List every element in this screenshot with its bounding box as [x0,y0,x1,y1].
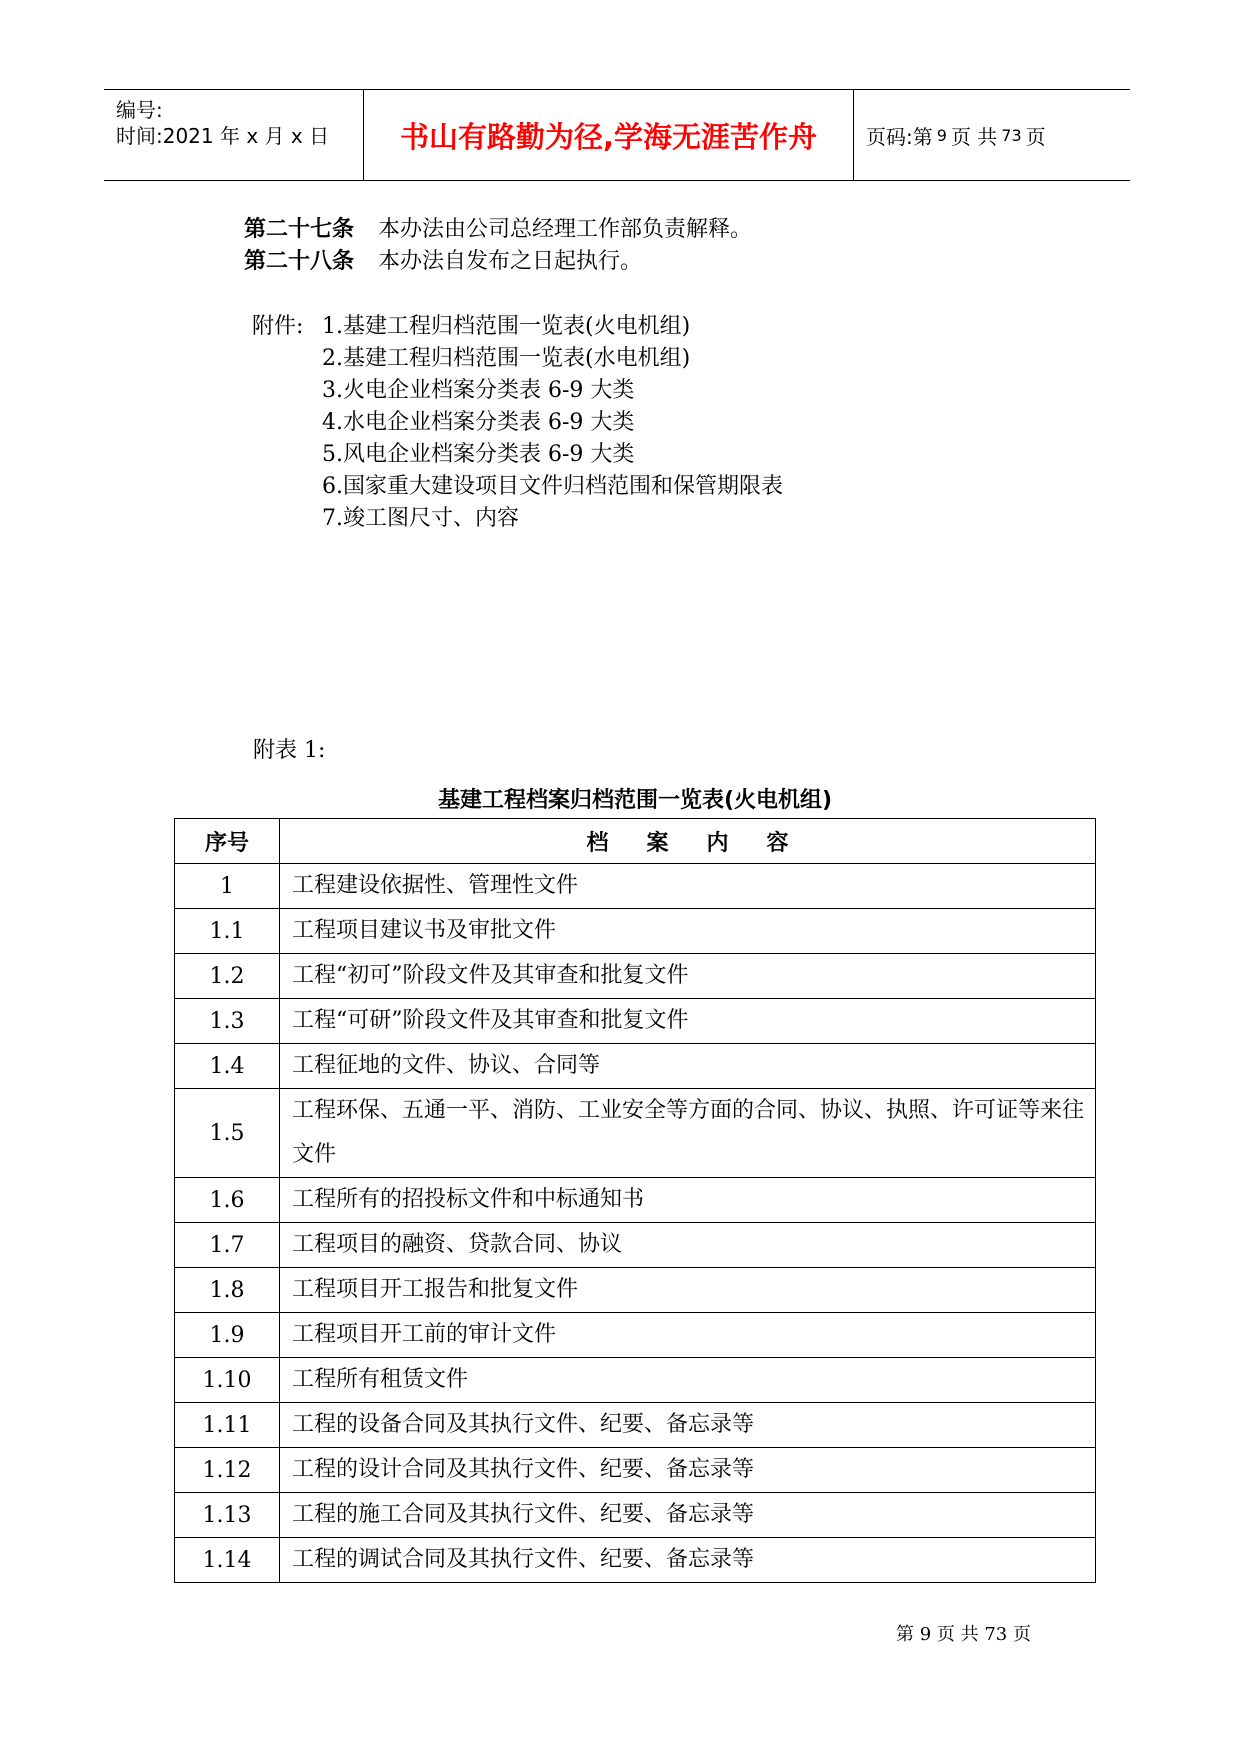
attachment-item: 2.基建工程归档范围一览表(水电机组) [322,346,691,371]
article-number: 第二十七条 [244,217,355,242]
page-current: 9 [936,125,947,145]
row-number: 1.13 [175,1493,280,1538]
page-label-mid: 页 共 [950,124,998,149]
article-text: 本办法自发布之日起执行。 [378,249,643,274]
article-number: 第二十八条 [244,249,355,274]
column-header-number: 序号 [175,819,280,864]
row-number: 1.14 [175,1538,280,1583]
attachment-item: 3.火电企业档案分类表 6-9 大类 [322,378,635,403]
table-row [175,1313,1096,1358]
page-header [104,89,1130,181]
table-row [175,1268,1096,1313]
table-header-row [175,819,1096,864]
row-number: 1.5 [175,1089,280,1178]
row-number: 1.9 [175,1313,280,1358]
appendix-label: 附表 1: [253,738,326,763]
row-number: 1.1 [175,909,280,954]
row-content: 工程的设备合同及其执行文件、纪要、备忘录等 [280,1403,1096,1448]
row-number: 1.11 [175,1403,280,1448]
header-meta [104,90,364,180]
page-total: 73 [1001,125,1022,145]
row-content: 工程所有的招投标文件和中标通知书 [280,1178,1096,1223]
row-number: 1.2 [175,954,280,999]
table-row [175,999,1096,1044]
attachment-item: 4.水电企业档案分类表 6-9 大类 [322,410,635,435]
row-content: 工程“可研”阶段文件及其审查和批复文件 [280,999,1096,1044]
article-27 [244,212,752,243]
attachment-item: 7.竣工图尺寸、内容 [322,506,519,531]
row-content: 工程项目开工前的审计文件 [280,1313,1096,1358]
row-content: 工程所有租赁文件 [280,1358,1096,1403]
page-label-prefix: 页码:第 [866,124,933,149]
attachment-item: 1.基建工程归档范围一览表(火电机组) [322,314,691,339]
row-number: 1.12 [175,1448,280,1493]
row-content: 工程项目建议书及审批文件 [280,909,1096,954]
row-number: 1.6 [175,1178,280,1223]
page-label-suffix: 页 [1025,124,1046,149]
row-content: 工程项目开工报告和批复文件 [280,1268,1096,1313]
row-number: 1.10 [175,1358,280,1403]
row-number: 1.4 [175,1044,280,1089]
attachment-item: 6.国家重大建设项目文件归档范围和保管期限表 [322,474,783,499]
row-number: 1.3 [175,999,280,1044]
table-row [175,864,1096,909]
table-row [175,1448,1096,1493]
row-content: 工程项目的融资、贷款合同、协议 [280,1223,1096,1268]
time-label: 时间:2021 年 x 月 x 日 [116,124,330,148]
table-row [175,1358,1096,1403]
row-number: 1 [175,864,280,909]
table-row [175,1044,1096,1089]
column-header-content: 档案内容 [280,819,1096,864]
header-page-info [854,90,1130,180]
header-motto: 书山有路勤为径,学海无涯苦作舟 [364,90,854,180]
attachment-item: 5.风电企业档案分类表 6-9 大类 [322,442,635,467]
attachments-label: 附件: [252,314,304,339]
row-content: 工程的调试合同及其执行文件、纪要、备忘录等 [280,1538,1096,1583]
row-number: 1.7 [175,1223,280,1268]
row-content: 工程“初可”阶段文件及其审查和批复文件 [280,954,1096,999]
archive-scope-table [174,818,1096,1583]
table-row [175,1223,1096,1268]
row-content: 工程的施工合同及其执行文件、纪要、备忘录等 [280,1493,1096,1538]
table-row [175,1538,1096,1583]
table-row [175,1403,1096,1448]
table-row [175,954,1096,999]
row-content: 工程环保、五通一平、消防、工业安全等方面的合同、协议、执照、许可证等来往文件 [280,1089,1096,1178]
table-row [175,909,1096,954]
table-row [175,1089,1096,1178]
table-title: 基建工程档案归档范围一览表(火电机组) [437,788,833,813]
article-28 [244,244,642,275]
row-content: 工程征地的文件、协议、合同等 [280,1044,1096,1089]
page-footer: 第 9 页 共 73 页 [896,1624,1031,1645]
row-content: 工程的设计合同及其执行文件、纪要、备忘录等 [280,1448,1096,1493]
table-row [175,1493,1096,1538]
row-number: 1.8 [175,1268,280,1313]
table-row [175,1178,1096,1223]
row-content: 工程建设依据性、管理性文件 [280,864,1096,909]
number-label: 编号: [116,98,163,122]
article-text: 本办法由公司总经理工作部负责解释。 [378,217,753,242]
